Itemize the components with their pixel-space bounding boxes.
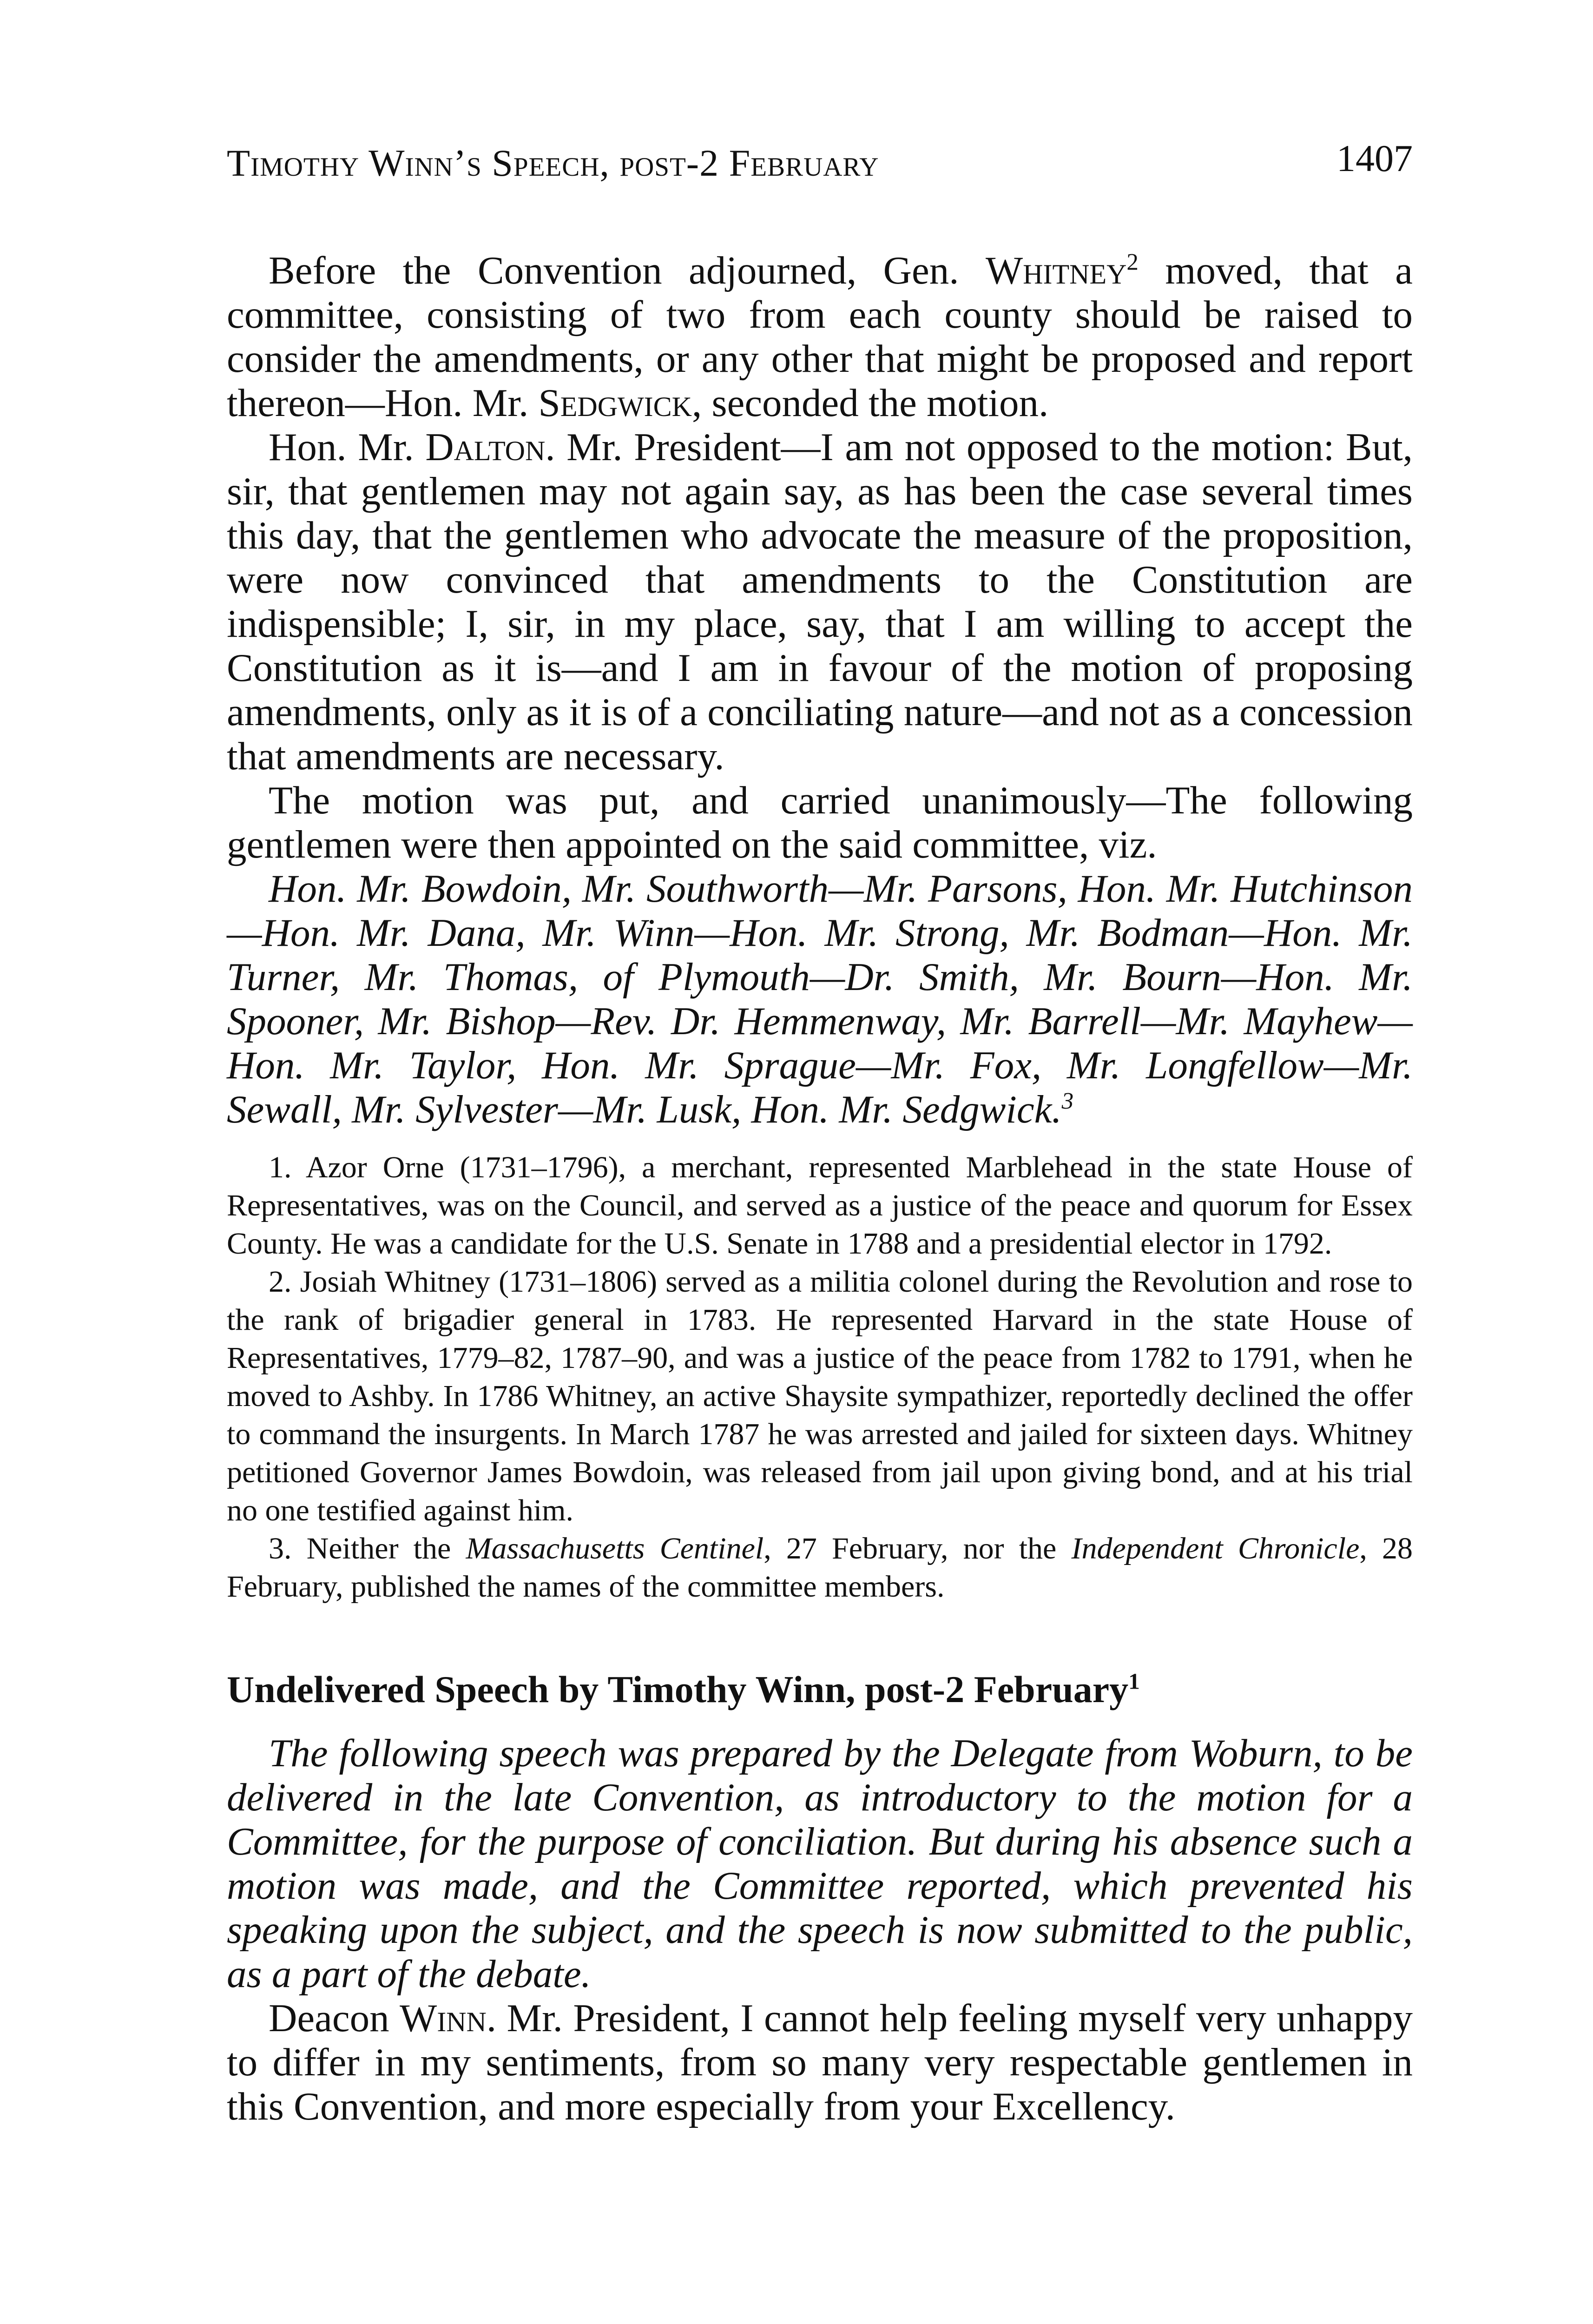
footnote-ref: 2	[1126, 249, 1139, 276]
document-page	[227, 139, 1413, 2168]
running-head	[227, 139, 1413, 195]
paragraph-text: . Mr. President, I cannot help feeling myself very unhappy to differ in my sentiments, from so many very respectable gentlemen in this Convention, and more especially from your Excellency.	[227, 1996, 1413, 2128]
paragraph-whitney-motion	[227, 249, 1413, 425]
paragraph-text: moved, that a committee, consisting of two from each county should be raised to consider the amendments, or any other that might be proposed and report thereon—Hon. Mr.	[227, 249, 1413, 425]
committee-list	[227, 867, 1413, 1132]
committee-names: Hon. Mr. Bowdoin, Mr. Southworth—Mr. Parsons, Hon. Mr. Hutchinson—Hon. Mr. Dana, Mr. Winn—Hon. Mr. Strong, Mr. Bodman—Hon. Mr. Turner, Mr. Thomas, of Plymouth—Dr. Smith, Mr. Bourn—Hon. Mr. Spooner, Mr. Bishop—Rev. Dr. Hemmenway, Mr. Barrell—Mr. Mayhew—Hon. Mr. Taylor, Hon. Mr. Sprague—Mr. Fox, Mr. Longfellow—Mr. Sewall, Mr. Sylvester—Mr. Lusk, Hon. Mr. Sedgwick.	[227, 867, 1413, 1131]
footnote-2: 2. Josiah Whitney (1731–1806) served as a militia colonel during the Revolution and rose to the rank of brigadier general in 1783. He represented Harvard in the state House of Representatives, 1779–82, 1787–90, and was a justice of the peace from 1782 to 1791, when he moved to Ashby. In 1786 Whitney, an active Shaysite sympathizer, reportedly declined the offer to command the insurgents. In March 1787 he was arrested and jailed for sixteen days. Whitney petitioned Governor James Bowdoin, was released from jail upon giving bond, and at his trial no one testified against him.	[227, 1265, 1413, 1527]
footnote-ref: 3	[1061, 1088, 1074, 1115]
section-heading-text: Undelivered Speech by Timothy Winn, post-2 February	[227, 1668, 1129, 1710]
footnotes	[227, 1149, 1413, 1606]
paragraph-winn-speech	[227, 1996, 1413, 2129]
speaker-name: Sedgwick	[538, 381, 692, 425]
speaker-name: Whitney	[985, 249, 1127, 292]
newspaper-title: Massachusetts Centinel	[466, 1532, 764, 1565]
paragraph-text: Hon. Mr.	[269, 425, 426, 469]
paragraph-text: Before the Convention adjourned, Gen.	[269, 249, 986, 292]
paragraph-text: , seconded the motion.	[692, 381, 1049, 425]
newspaper-title: Independent Chronicle	[1071, 1532, 1360, 1565]
speaker-name: Dalton	[425, 425, 546, 469]
page-number: 1407	[1336, 137, 1413, 179]
paragraph-motion-carried: The motion was put, and carried unanimously—The following gentlemen were then appointed on the said committee, viz.	[227, 779, 1413, 866]
footnote-text: 3. Neither the	[269, 1532, 466, 1565]
headnote: The following speech was prepared by the Delegate from Woburn, to be delivered in the late Convention, as introductory to the motion for a Committee, for the purpose of conciliation. But during his absence such a motion was made, and the Committee reported, which prevented his speaking upon the subject, and the speech is now submitted to the public, as a part of the debate.	[227, 1731, 1413, 1996]
paragraph-text: Deacon	[269, 1996, 400, 2040]
speaker-name: Winn	[399, 1996, 487, 2040]
running-title: Timothy Winn’s Speech, post-2 February	[227, 142, 879, 184]
footnote-text: , 27 February, nor the	[764, 1532, 1072, 1565]
footnote-ref: 1	[1128, 1668, 1140, 1694]
footnote-3	[227, 1530, 1413, 1606]
paragraph-dalton-speech	[227, 425, 1413, 779]
main-text	[227, 249, 1413, 1132]
paragraph-text: . Mr. President—I am not opposed to the motion: But, sir, that gentlemen may not again say, as has been the case several times this day, that the gentlemen who advocate the measure of the proposition, were now convinced that amendments to the Constitution are indispensible; I, sir, in my place, say, that I am willing to accept the Constitution as it is—and I am in favour of the motion of proposing amendments, only as it is of a conciliating nature—and not as a concession that amendments are necessary.	[227, 425, 1413, 778]
footnote-1: 1. Azor Orne (1731–1796), a merchant, represented Marblehead in the state House of Representatives, was on the Council, and served as a justice of the peace and quorum for Essex County. He was a candidate for the U.S. Senate in 1788 and a presidential elector in 1792.	[227, 1150, 1413, 1261]
footnote-text: , 28 February, published the names of the committee members.	[227, 1532, 1413, 1604]
section-heading	[227, 1666, 1413, 1713]
